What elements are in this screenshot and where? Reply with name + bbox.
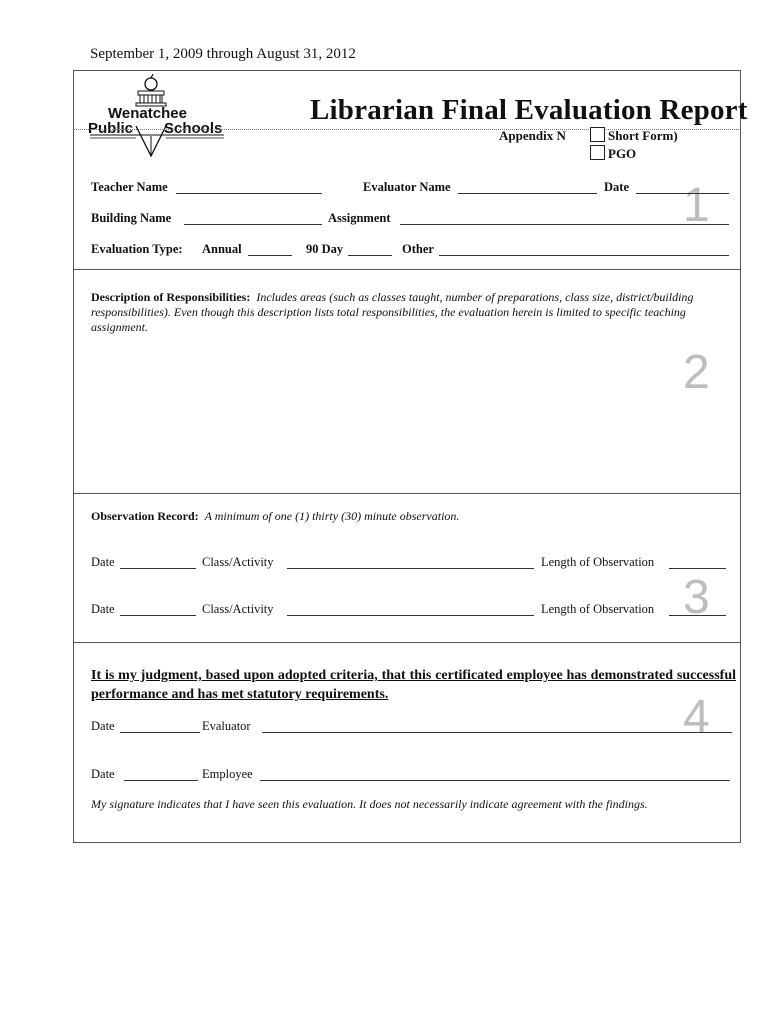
evaluator-signature-label: Evaluator: [202, 719, 251, 733]
ninety-day-label: 90 Day: [306, 242, 344, 256]
teacher-name-label: Teacher Name: [91, 180, 168, 194]
employee-signature-field[interactable]: [260, 780, 730, 781]
responsibilities-label: Description of Responsibilities:: [91, 290, 251, 304]
observation-2-class-label: Class/Activity: [202, 602, 274, 616]
section-divider-2: [74, 493, 740, 494]
evaluator-date-label: Date: [91, 719, 115, 733]
pgo-checkbox[interactable]: [590, 145, 605, 160]
judgment-statement: It is my judgment, based upon adopted criteria, that this certificated employee has demonstrated successful performance and has met statutory requirements.: [91, 668, 736, 702]
appendix-label: Appendix N: [499, 128, 566, 143]
evaluator-name-field[interactable]: [458, 193, 597, 194]
employee-date-field[interactable]: [124, 780, 198, 781]
observation-2-length-label: Length of Observation: [541, 602, 655, 616]
date-range: September 1, 2009 through August 31, 2012: [90, 46, 356, 62]
short-form-label: Short Form): [608, 128, 678, 143]
employee-date-label: Date: [91, 767, 115, 781]
annual-label: Annual: [202, 242, 242, 256]
observation-2-class-field[interactable]: [287, 615, 534, 616]
assignment-label: Assignment: [328, 211, 391, 225]
signature-note: My signature indicates that I have seen this evaluation. It does not necessarily indicate agreement with the findings.: [91, 797, 648, 811]
responsibilities-description: [91, 290, 739, 335]
other-field[interactable]: [439, 255, 729, 256]
evaluator-name-label: Evaluator Name: [363, 180, 451, 194]
section-number-2: 2: [683, 346, 710, 399]
building-name-field[interactable]: [184, 224, 322, 225]
observation-text: A minimum of one (1) thirty (30) minute observation.: [204, 509, 460, 523]
evaluator-date-field[interactable]: [120, 732, 200, 733]
date-field[interactable]: [636, 193, 729, 194]
evaluator-signature-field[interactable]: [262, 732, 732, 733]
section-divider-3: [74, 642, 740, 643]
responsibilities-text: Includes areas (such as classes taught, number of preparations, class size, district/building responsibilities). Even though this description lists total responsibilities, the evaluation herein is limited to specific teaching assignment.: [91, 290, 694, 334]
observation-label: Observation Record:: [91, 509, 199, 523]
section-number-4: 4: [683, 691, 710, 744]
section-number-1: 1: [683, 179, 710, 232]
observation-1-length-field[interactable]: [669, 568, 726, 569]
district-logo: [88, 74, 228, 164]
ninety-day-field[interactable]: [348, 255, 392, 256]
observation-2-length-field[interactable]: [669, 615, 726, 616]
assignment-field[interactable]: [400, 224, 729, 225]
logo-text-public: Public: [88, 120, 134, 137]
logo-text-wenatchee: Wenatchee: [108, 105, 187, 122]
building-name-label: Building Name: [91, 211, 172, 225]
logo-text-schools: Schools: [164, 120, 223, 137]
teacher-name-field[interactable]: [176, 193, 322, 194]
observation-1-length-label: Length of Observation: [541, 555, 655, 569]
annual-field[interactable]: [248, 255, 292, 256]
observation-2-date-label: Date: [91, 602, 115, 616]
evaluation-type-label: Evaluation Type:: [91, 242, 183, 256]
section-number-3: 3: [683, 571, 710, 624]
observation-1-class-label: Class/Activity: [202, 555, 274, 569]
pgo-label: PGO: [608, 146, 637, 161]
observation-1-date-field[interactable]: [120, 568, 196, 569]
section-divider-1: [74, 269, 740, 270]
short-form-checkbox[interactable]: [590, 127, 605, 142]
date-label: Date: [604, 180, 629, 194]
observation-2-date-field[interactable]: [120, 615, 196, 616]
page-title: Librarian Final Evaluation Report: [310, 94, 748, 126]
observation-1-class-field[interactable]: [287, 568, 534, 569]
other-label: Other: [402, 242, 434, 256]
employee-signature-label: Employee: [202, 767, 253, 781]
observation-record: [91, 509, 459, 524]
observation-1-date-label: Date: [91, 555, 115, 569]
